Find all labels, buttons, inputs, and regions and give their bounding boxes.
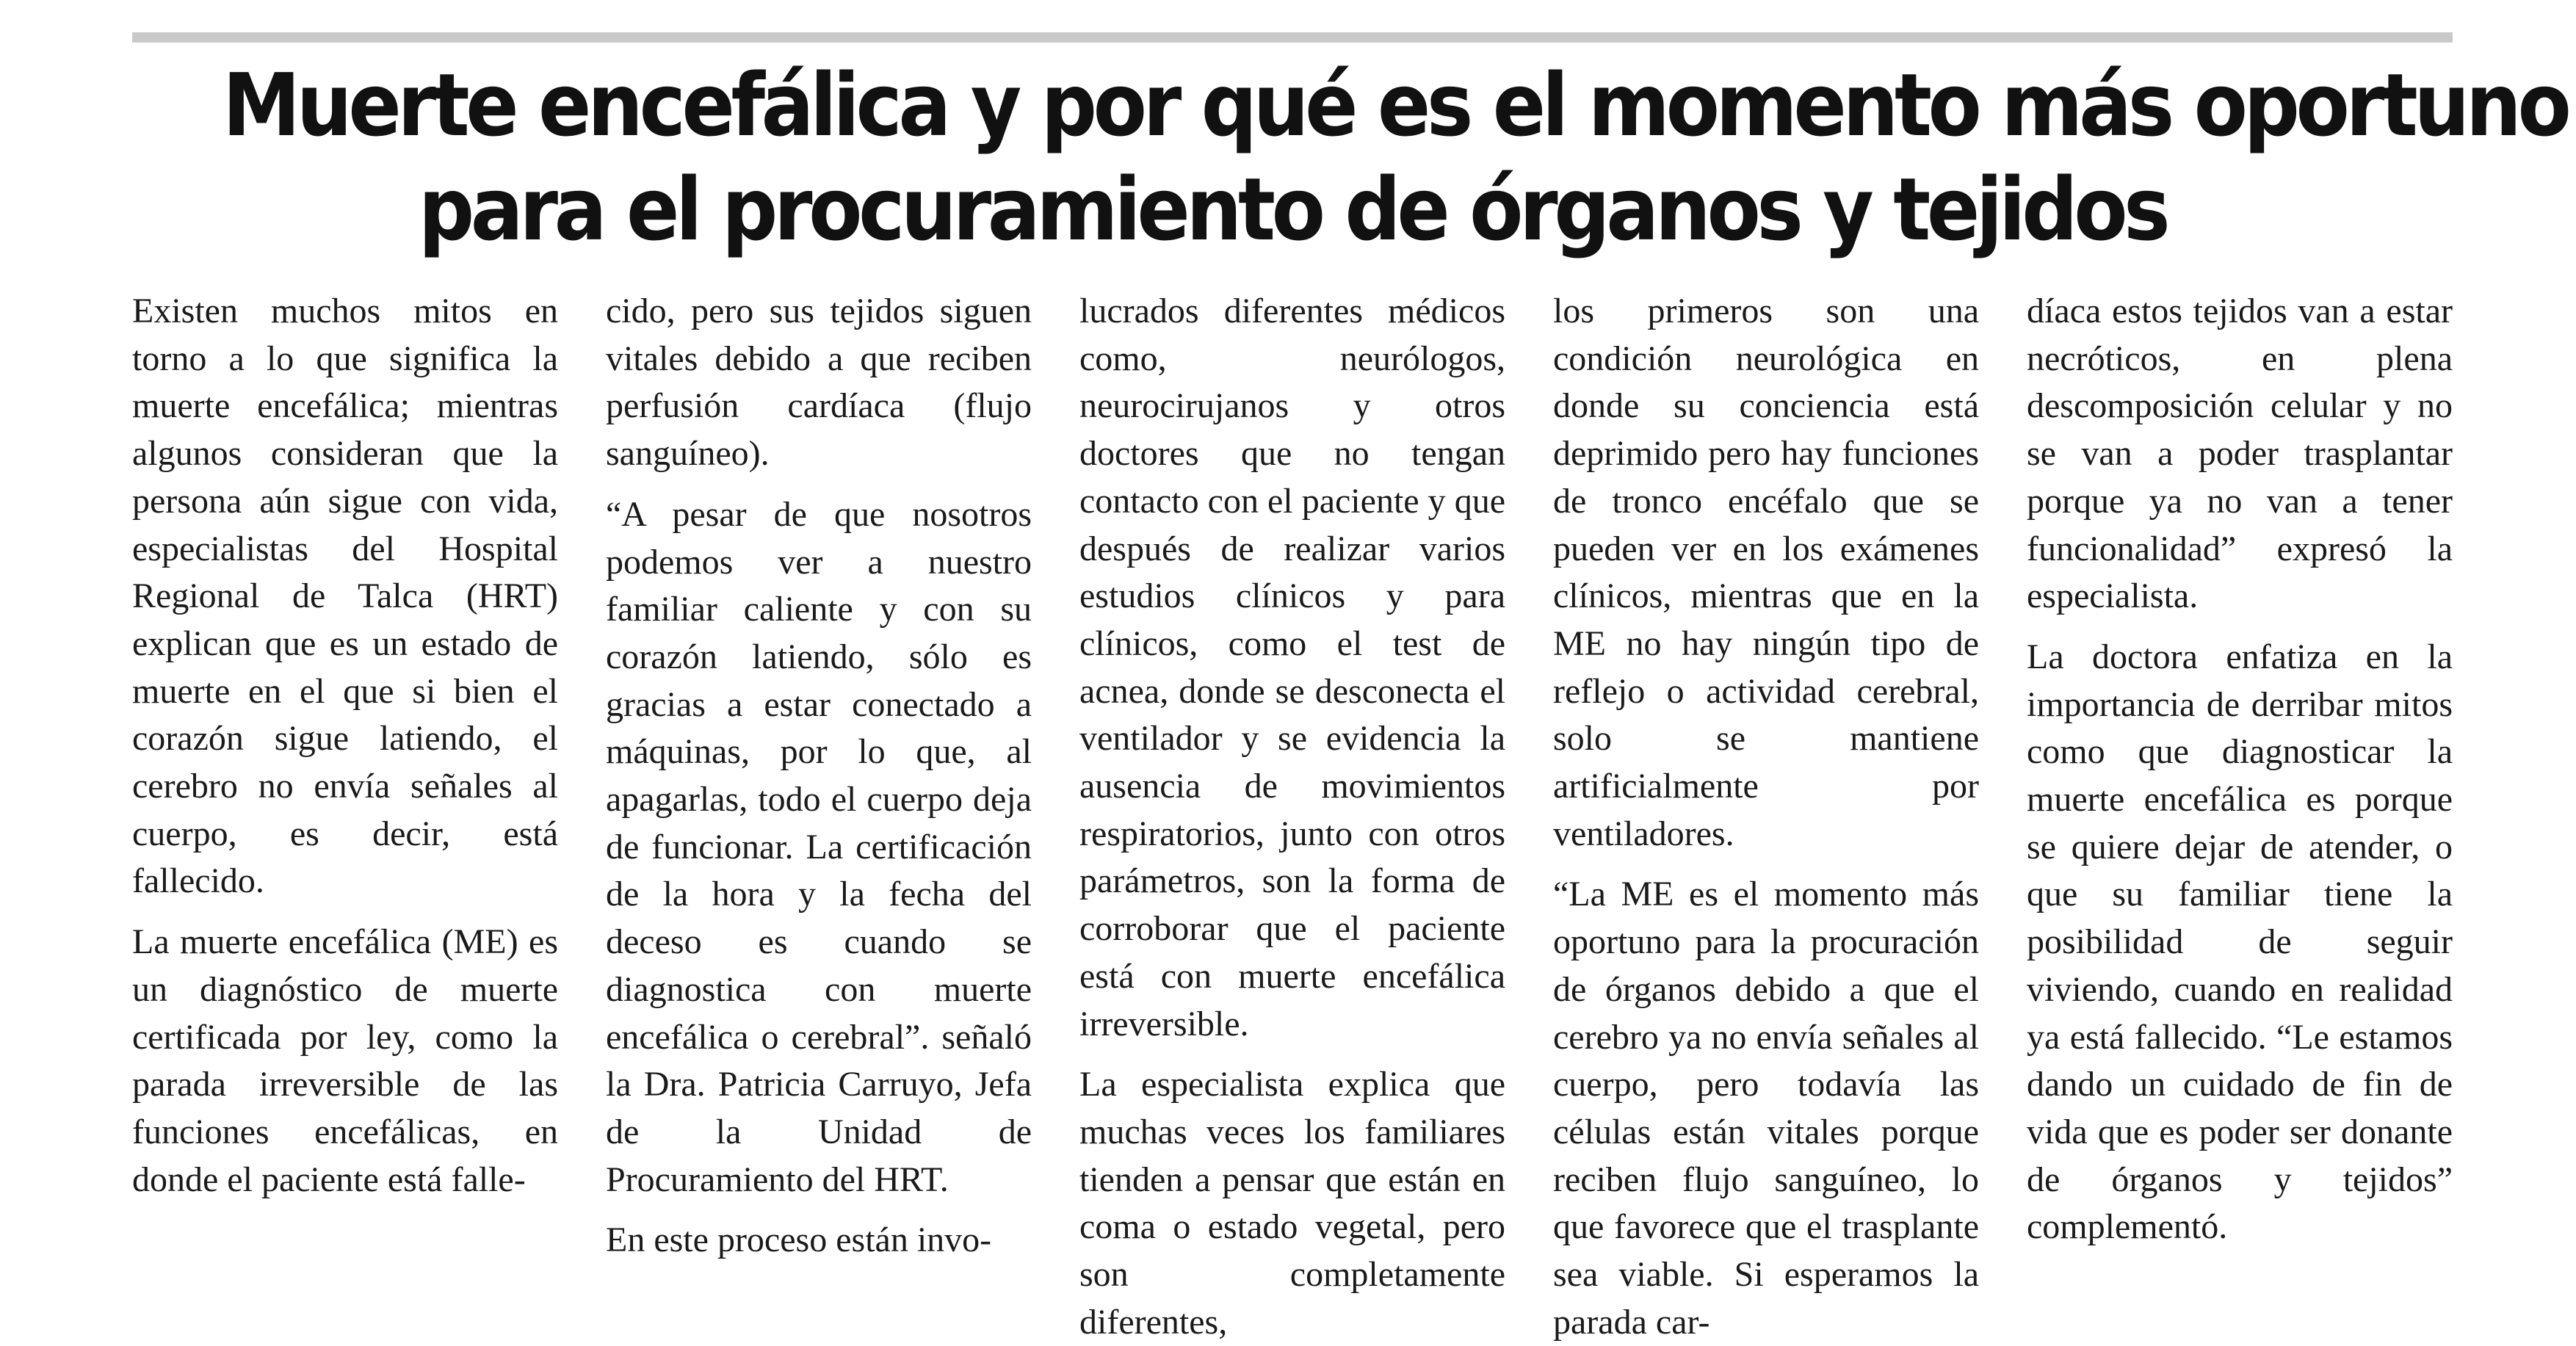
column-4 <box>1553 288 1979 1346</box>
paragraph: La muerte encefálica (ME) es un diagnóstico de muerte certificada por ley, como la parada irreversible de las funciones encefálicas, en donde el paciente está falle- <box>132 922 558 1199</box>
column-3 <box>1079 288 1505 1346</box>
paragraph: lucrados diferentes médicos como, neurólogos, neurocirujanos y otros doctores que no tengan contacto con el paciente y que después de realizar varios estudios clínicos y para clínicos, como el test de acnea, donde se desconecta el ventilador y se evidencia la ausencia de movimientos respiratorios, junto con otros parámetros, son la forma de corroborar que el paciente está con muerte encefálica irreversible. <box>1079 292 1505 1043</box>
column-2 <box>606 288 1032 1264</box>
paragraph: díaca estos tejidos van a estar necróticos, en plena descomposición celular y no se van a poder trasplantar porque ya no van a tener funcionalidad” expresó la especialista. <box>2027 292 2453 616</box>
paragraph: En este proceso están invo- <box>606 1220 992 1260</box>
top-rule <box>132 32 2453 43</box>
paragraph: “A pesar de que nosotros podemos ver a nuestro familiar caliente y con su corazón latiendo, sólo es gracias a estar conectado a máquinas, por lo que, al apagarlas, todo el cuerpo deja de funcionar. La certificación de la hora y la fecha del deceso es cuando se diagnostica con muerte encefálica o cerebral”. señaló la Dra. Patricia Carruyo, Jefa de la Unidad de Procuramiento del HRT. <box>606 494 1032 1199</box>
column-5 <box>2027 288 2453 1251</box>
headline <box>110 53 2568 261</box>
paragraph: “La ME es el momento más oportuno para la procuración de órganos debido a que el cerebro ya no envía señales al cuerpo, pero todavía las células están vitales porque reciben flujo sanguíneo, lo que favorece que el trasplante sea viable. Si esperamos la parada car- <box>1553 875 1979 1342</box>
column-1 <box>132 288 558 1204</box>
paragraph: los primeros son una condición neurológica en donde su conciencia está deprimido pero hay funciones de tronco encéfalo que se pueden ver en los exámenes clínicos, mientras que en la ME no hay ningún tipo de reflejo o actividad cerebral, solo se mantiene artificialmente por ventiladores. <box>1553 292 1979 853</box>
headline-line-2: para el procuramiento de órganos y tejidos <box>418 159 2167 260</box>
headline-line-1: Muerte encefálica y por qué es el momento más oportuno <box>222 54 2568 156</box>
paragraph: La especialista explica que muchas veces los familiares tienden a pensar que están en coma o estado vegetal, pero son completamente diferentes, <box>1079 1065 1505 1342</box>
paragraph: La doctora enfatiza en la importancia de derribar mitos como que diagnosticar la muerte encefálica es porque se quiere dejar de atender, o que su familiar tiene la posibilidad de seguir viviendo, cuando en realidad ya está fallecido. “Le estamos dando un cuidado de fin de vida que es poder ser donante de órganos y tejidos” complementó. <box>2027 637 2453 1247</box>
article-body <box>132 288 2453 1342</box>
paragraph: cido, pero sus tejidos siguen vitales debido a que reciben perfusión cardíaca (flujo sanguíneo). <box>606 292 1032 474</box>
paragraph: Existen muchos mitos en torno a lo que significa la muerte encefálica; mientras algunos consideran que la persona aún sigue con vida, especialistas del Hospital Regional de Talca (HRT) explican que es un estado de muerte en el que si bien el corazón sigue latiendo, el cerebro no envía señales al cuerpo, es decir, está fallecido. <box>132 292 558 901</box>
